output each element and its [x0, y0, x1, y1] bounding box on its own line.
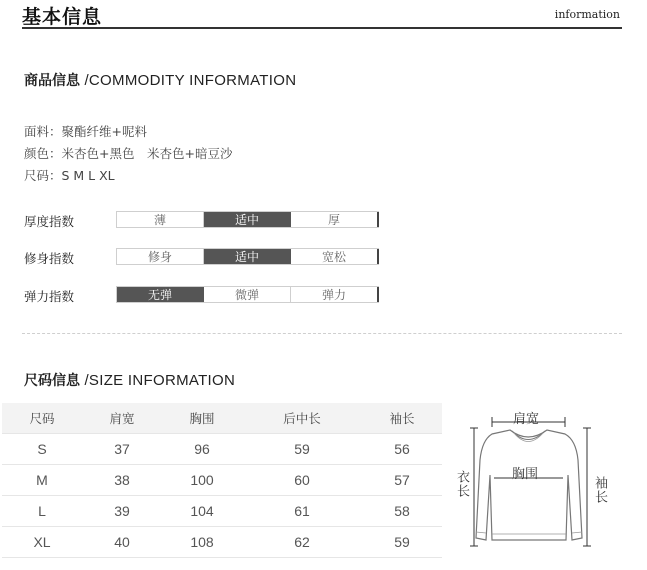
table-cell: 96: [162, 434, 242, 465]
table-cell: S: [2, 434, 82, 465]
table-cell: 40: [82, 527, 162, 558]
fit-label: 修身指数: [24, 251, 75, 266]
title-divider: [22, 27, 622, 29]
scale-option: 修身: [117, 249, 204, 264]
scale-option: 适中: [204, 249, 291, 264]
table-cell: 61: [242, 496, 362, 527]
table-cell: 38: [82, 465, 162, 496]
size-line: 尺码：S M L XL: [24, 168, 115, 183]
commodity-heading-cn: 商品信息: [24, 73, 80, 89]
table-row: [2, 434, 442, 465]
scale-option: 无弹: [117, 287, 204, 302]
table-cell: XL: [2, 527, 82, 558]
chest-label: 胸围: [512, 467, 539, 482]
fit-scale: [116, 248, 379, 265]
thickness-label: 厚度指数: [24, 214, 75, 229]
table-cell: 104: [162, 496, 242, 527]
garment-diagram: [450, 400, 620, 555]
header-length: 后中长: [242, 403, 362, 434]
commodity-section-heading: [24, 70, 296, 90]
scale-option: 微弹: [204, 287, 291, 302]
page-subtitle: information: [554, 8, 620, 21]
page-title: 基本信息: [22, 6, 103, 28]
header-shoulder: 肩宽: [82, 403, 162, 434]
table-cell: 60: [242, 465, 362, 496]
fabric-line: 面料：聚酯纤维+呢料: [24, 124, 147, 139]
table-row: [2, 496, 442, 527]
size-heading-cn: 尺码信息: [24, 373, 80, 389]
header-size: 尺码: [2, 403, 82, 434]
size-heading-en: /SIZE INFORMATION: [84, 372, 236, 389]
thickness-scale: [116, 211, 379, 228]
table-cell: 62: [242, 527, 362, 558]
size-section-heading: [24, 370, 235, 390]
table-cell: M: [2, 465, 82, 496]
header-chest: 胸围: [162, 403, 242, 434]
scale-option: 弹力: [291, 287, 379, 302]
scale-option: 薄: [117, 212, 204, 227]
section-divider: [22, 333, 622, 334]
table-cell: 58: [362, 496, 442, 527]
header-sleeve: 袖长: [362, 403, 442, 434]
table-cell: 37: [82, 434, 162, 465]
scale-option: 宽松: [291, 249, 379, 264]
table-cell: 108: [162, 527, 242, 558]
sleeve-length-label: 袖长: [592, 476, 607, 504]
table-cell: 39: [82, 496, 162, 527]
scale-option: 适中: [204, 212, 291, 227]
shoulder-width-label: 肩宽: [513, 412, 540, 427]
color-line: 颜色：米杏色+黑色 米杏色+暗豆沙: [24, 146, 233, 161]
elasticity-scale: [116, 286, 379, 303]
table-header-row: [2, 403, 442, 434]
garment-length-label: 衣长: [454, 470, 469, 498]
table-cell: 57: [362, 465, 442, 496]
size-table: [2, 403, 442, 558]
table-row: [2, 465, 442, 496]
table-cell: L: [2, 496, 82, 527]
commodity-heading-en: /COMMODITY INFORMATION: [84, 72, 297, 89]
table-row: [2, 527, 442, 558]
table-cell: 59: [362, 527, 442, 558]
scale-option: 厚: [291, 212, 379, 227]
table-cell: 59: [242, 434, 362, 465]
elasticity-label: 弹力指数: [24, 289, 75, 304]
table-cell: 56: [362, 434, 442, 465]
table-cell: 100: [162, 465, 242, 496]
